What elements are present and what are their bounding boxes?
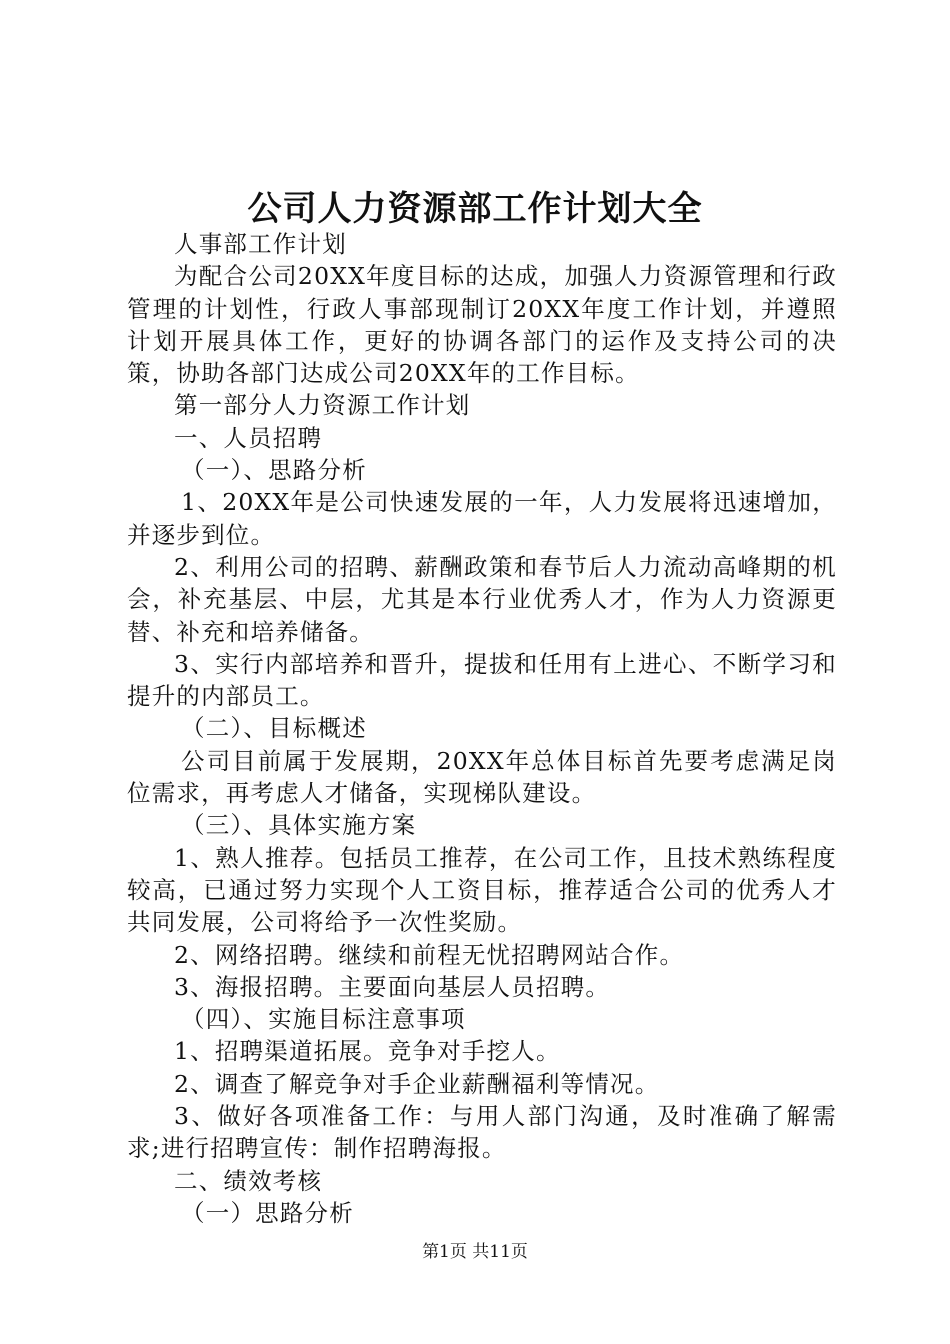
- paragraph: （一）、思路分析: [181, 456, 367, 485]
- paragraph: 1、20XX年是公司快速发展的一年，人力发展将迅速增加，并逐步到位。: [127, 488, 837, 549]
- paragraph: 第一部分人力资源工作计划: [174, 391, 471, 420]
- paragraph: （三）、具体实施方案: [181, 811, 417, 840]
- paragraph: 3、海报招聘。主要面向基层人员招聘。: [174, 972, 611, 1001]
- document-title: 公司人力资源部工作计划大全: [247, 189, 703, 229]
- paragraph: 人事部工作计划: [174, 230, 347, 258]
- document-body: [127, 228, 837, 1229]
- paragraph: 1、熟人推荐。包括员工推荐，在公司工作，且技术熟练程度较高，已通过努力实现个人工资目标，推荐适合公司的优秀人才共同发展，公司将给予一次性奖励。: [127, 843, 837, 937]
- paragraph: （一）思路分析: [181, 1198, 354, 1227]
- paragraph: （四）、实施目标注意事项: [181, 1005, 466, 1034]
- paragraph: 为配合公司20XX年度目标的达成，加强人力资源管理和行政管理的计划性，行政人事部现制订20XX年度工作计划，并遵照计划开展具体工作，更好的协调各部门的运作及支持公司的决策，协助各部门达成公司20XX年的工作目标。: [127, 262, 837, 388]
- paragraph: 公司目前属于发展期，20XX年总体目标首先要考虑满足岗位需求，再考虑人才储备，实现梯队建设。: [127, 746, 837, 808]
- paragraph: 3、实行内部培养和晋升，提拔和任用有上进心、不断学习和提升的内部员工。: [127, 649, 837, 711]
- paragraph: 2、调查了解竞争对手企业薪酬福利等情况。: [174, 1069, 660, 1098]
- paragraph: 2、网络招聘。继续和前程无忧招聘网站合作。: [174, 940, 685, 969]
- paragraph: （二）、目标概述: [181, 714, 367, 743]
- page-footer: 第1页 共11页: [422, 1242, 528, 1262]
- paragraph: 1、招聘渠道拓展。竞争对手挖人。: [174, 1037, 561, 1066]
- paragraph: 一、人员招聘: [174, 423, 323, 452]
- paragraph: 二、绩效考核: [174, 1166, 323, 1195]
- paragraph: 3、做好各项准备工作：与用人部门沟通，及时准确了解需求;进行招聘宣传：制作招聘海报。: [127, 1102, 837, 1163]
- paragraph: 2、利用公司的招聘、薪酬政策和春节后人力流动高峰期的机会，补充基层、中层，尤其是本行业优秀人才，作为人力资源更替、补充和培养储备。: [127, 552, 837, 646]
